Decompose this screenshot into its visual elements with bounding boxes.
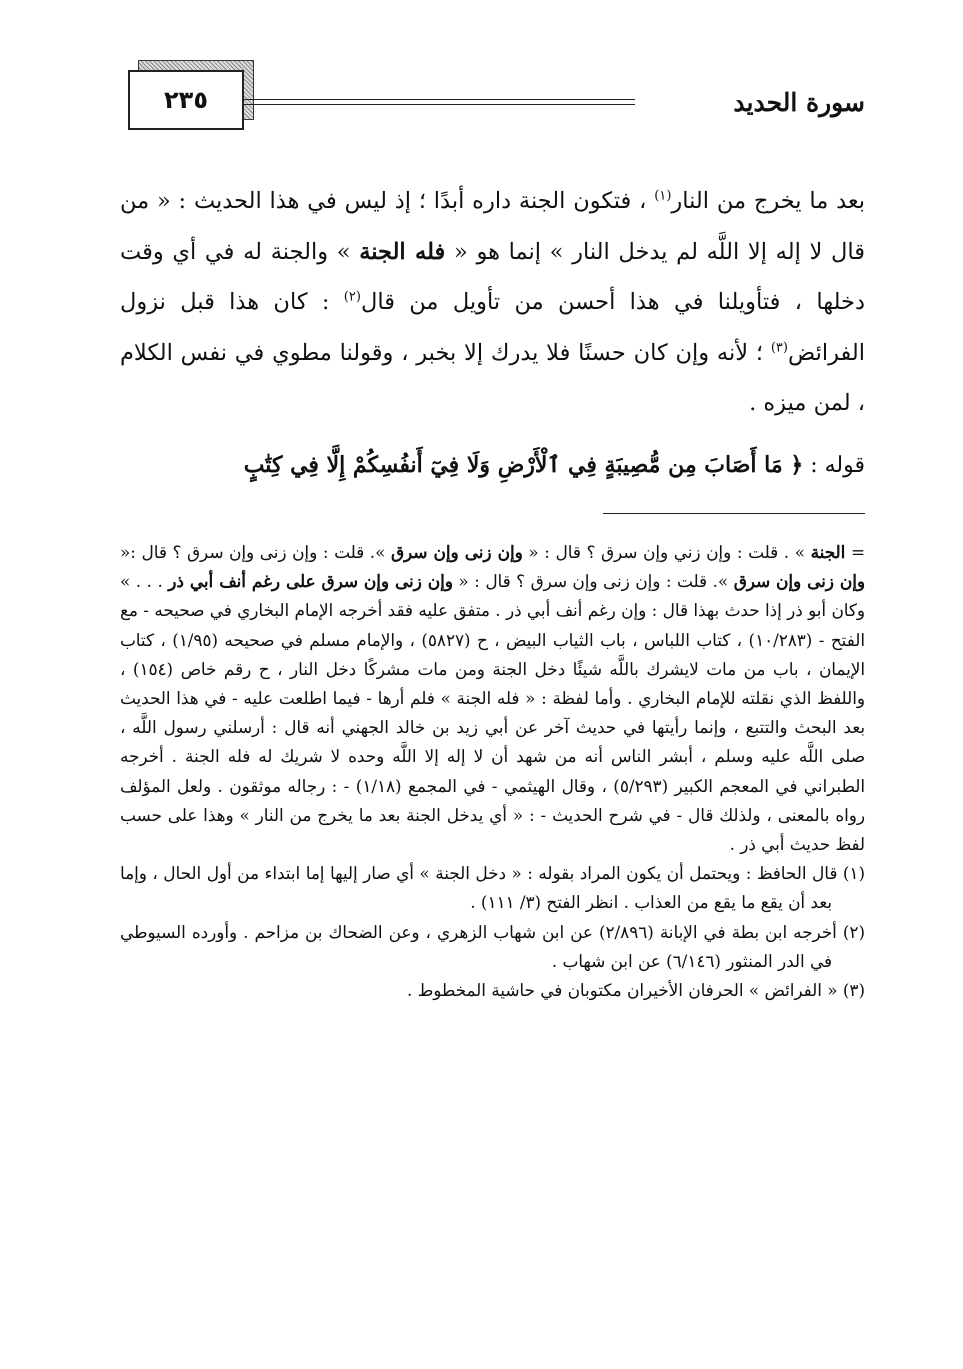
main-text	[120, 176, 865, 429]
bold-phrase: وإن زنى وإن سرق على رغم أنف أبي ذر	[168, 571, 453, 592]
bold-phrase: وإن زنى وإن سرق	[733, 571, 866, 592]
bold-phrase: فله الجنة	[359, 238, 446, 265]
bold-phrase: وإن زنى وإن سرق	[391, 542, 523, 562]
text-run: ». قلت : وإن زنى وإن سرق ؟ قال : «	[452, 571, 734, 592]
footnote-marker-1: (١)	[654, 188, 672, 204]
text-run: ؛ لأنه وإن كان حسنًا فلا يدرك إلا بخبر ، وقولنا مطوي في نفس الكلام ، لمن ميزه .	[120, 339, 865, 416]
footnote-marker-3: (٣)	[770, 340, 789, 355]
text-run: بعد ما يخرج من النار	[671, 188, 865, 214]
footnote-continuation	[120, 538, 865, 859]
page-header	[120, 60, 865, 140]
footnote-2: (٢) أخرجه ابن بطة في الإبانة (٢/٨٩٦) عن ابن شهاب الزهري ، وعن الضحاك بن مزاحم . وأورده السيوطي في الدر المنثور (٦/١٤٦) عن ابن شهاب .	[120, 921, 865, 971]
footnote-3: (٣) « الفرائض » الحرفان الأخيران مكتوبان في حاشية المخطوط .	[407, 980, 865, 1001]
text-run: » . قلت : وإن زني وإن سرق ؟ قال : «	[522, 542, 811, 562]
footnote-marker-2: (٢)	[343, 289, 361, 305]
footnote-separator	[603, 513, 865, 514]
header-double-rule	[243, 99, 635, 105]
text-run: ». قلت : وإن زنى وإن سرق ؟ قال :«	[120, 542, 392, 562]
text-run: : كان هذا قبل نزول الفرائض	[120, 289, 865, 366]
quran-text: ﴿ مَا أَصَابَ مِن مُّصِيبَةٍ فِي ٱلْأَرْضِ وَلَا فِيٓ أَنفُسِكُمْ إِلَّا فِي كِتَٰبٍ	[243, 452, 804, 478]
verse-lead: قوله :	[803, 453, 865, 478]
footnotes	[120, 538, 865, 1005]
page-title: سورة الحديد	[733, 88, 865, 117]
text-run: ، فتكون الجنة داره أبدًا ؛ إذ ليس في هذا الحديث : « من قال لا إله إلا اللَّه لم يدخل النار » إنما هو «	[120, 188, 865, 265]
quran-verse-line	[120, 440, 865, 491]
main-paragraph	[120, 176, 865, 429]
text-run: =	[845, 542, 866, 562]
footnote-1: (١) قال الحافظ : ويحتمل أن يكون المراد بقوله : « دخل الجنة » أي صار إليها إما ابتداء من أول الحال ، وإما بعد أن يقع ما يقع من العذاب . انظر الفتح (٣/ ١١١) .	[120, 863, 865, 913]
text-run: . . . » وكان أبو ذر إذا حدث بهذا قال : وإن رغم أنف أبي ذر . متفق عليه فقد أخرجه الإمام البخاري في صحيحه - مع الفتح - (١٠/٢٨٣) ، كتاب اللباس ، باب الثياب البيض ، ح (٥٨٢٧) ، والإمام مسلم في صحيحه (١/٩٥) ، كتاب الإيمان ، باب من مات لايشرك باللَّه شيئًا دخل الجنة ومن مات مشركًا دخل النار ، ح رقم خاص (١٥٤) ، واللفظ الذي نقلته للإمام البخاري . وأما لفظة : « فله الجنة » فلم أرها - فيما اطلعت عليه - في هذا الحديث بعد البحث والتتبع ، وإنما رأيتها في حديث آخر عن أبي زيد بن خالد الجهني أنه قال : أرسلني رسول اللَّه ، صلى اللَّه عليه وسلم ، أبشر الناس أنه من شهد أن لا إله إلا اللَّه وحده لا شريك له فله الجنة . أخرجه الطبراني في المعجم الكبير (٥/٢٩٣) ، وقال الهيثمي - في المجمع (١/١٨) - : رجاله موثقون . ولعل المؤلف رواه بالمعنى ، ولذلك قال - في شرح الحديث - : « أي يدخل الجنة بعد ما يخرج من النار » وهذا على حسب لفظ حديث أبي ذر .	[120, 571, 865, 855]
page-number: ٢٣٥	[164, 86, 208, 114]
bold-phrase: الجنة	[810, 542, 846, 562]
text-run: » والجنة له في أي وقت دخلها ، فتأويلنا في هذا أحسن من تأويل من قال	[120, 238, 865, 315]
